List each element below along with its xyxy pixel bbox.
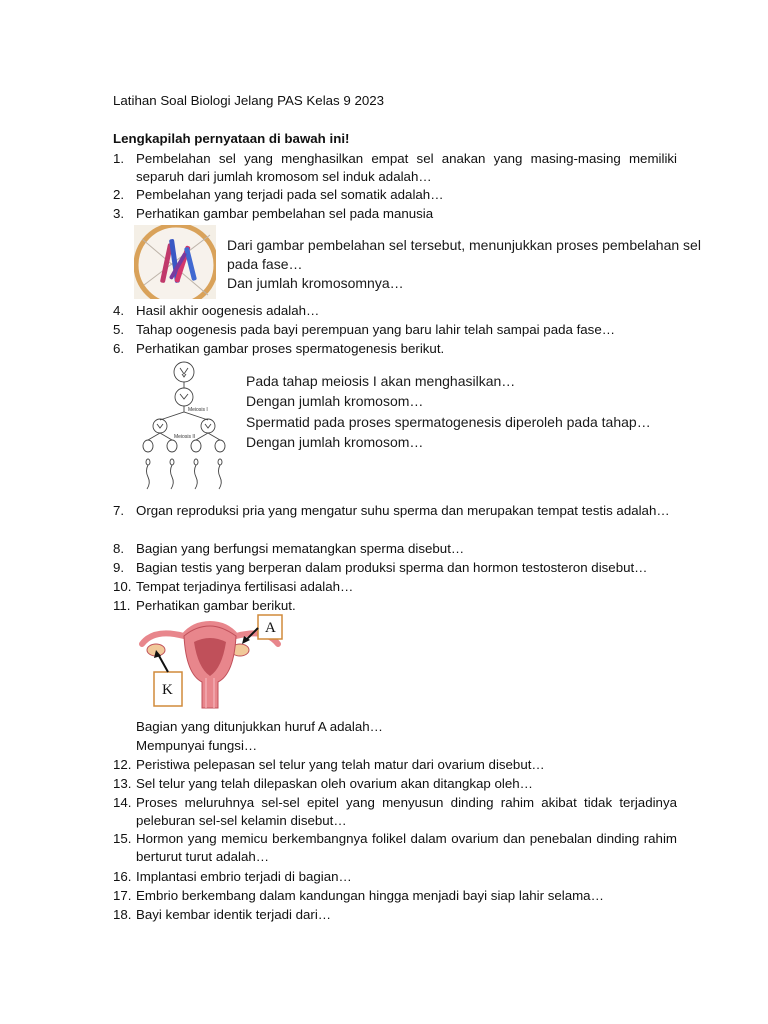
arrow-k bbox=[158, 654, 168, 672]
spermatid-cell bbox=[215, 440, 225, 452]
question-number: 4. bbox=[113, 303, 125, 318]
question-number: 17. bbox=[113, 888, 132, 903]
secondary-spermatocyte-cell bbox=[153, 419, 167, 433]
question-16 bbox=[113, 868, 677, 886]
q11-sub-2: Mempunyai fungsi… bbox=[136, 738, 258, 753]
secondary-spermatocyte-cell bbox=[201, 419, 215, 433]
label-a: A bbox=[265, 620, 276, 636]
question-12 bbox=[113, 756, 677, 774]
question-text: Bagian yang berfungsi mematangkan sperma disebut… bbox=[136, 541, 465, 556]
question-number: 13. bbox=[113, 776, 132, 791]
question-text: Sel telur yang telah dilepaskan oleh ovarium akan ditangkap oleh… bbox=[136, 776, 533, 791]
question-17 bbox=[113, 887, 677, 905]
question-text: Organ reproduksi pria yang mengatur suhu sperma dan merupakan tempat testis adalah… bbox=[136, 503, 670, 518]
question-text: Bagian testis yang berperan dalam produksi sperma dan hormon testosteron disebut… bbox=[136, 560, 648, 575]
question-8 bbox=[113, 540, 677, 558]
question-6 bbox=[113, 340, 677, 358]
primary-spermatocyte-cell bbox=[175, 388, 193, 406]
sperm-tail bbox=[219, 465, 222, 489]
q6-note-2: Dengan jumlah kromosom… bbox=[246, 393, 424, 409]
question-15 bbox=[113, 830, 677, 866]
document-title: Latihan Soal Biologi Jelang PAS Kelas 9 2023 bbox=[113, 93, 385, 108]
question-text: Proses meluruhnya sel-sel epitel yang menyusun dinding rahim akibat tidak terjadinya peleburan sel-sel kelamin disebut… bbox=[136, 795, 677, 829]
question-text: Perhatikan gambar pembelahan sel pada manusia bbox=[136, 206, 434, 221]
spermatogenesis-image bbox=[136, 360, 232, 492]
question-11 bbox=[113, 597, 677, 615]
question-number: 7. bbox=[113, 503, 125, 518]
q11-sub-1: Bagian yang ditunjukkan huruf A adalah… bbox=[136, 719, 383, 734]
spermatid-cell bbox=[191, 440, 201, 452]
question-number: 5. bbox=[113, 322, 125, 337]
meiosis-2-label: Meiosis II bbox=[174, 434, 196, 440]
q6-note-1: Pada tahap meiosis I akan menghasilkan… bbox=[246, 373, 516, 389]
question-text: Hasil akhir oogenesis adalah… bbox=[136, 303, 320, 318]
question-number: 6. bbox=[113, 341, 125, 356]
question-9 bbox=[113, 559, 677, 577]
question-text: Perhatikan gambar berikut. bbox=[136, 598, 296, 613]
question-13 bbox=[113, 775, 677, 793]
question-number: 1. bbox=[113, 151, 125, 166]
instruction-heading: Lengkapilah pernyataan di bawah ini! bbox=[113, 131, 350, 146]
question-text: Tempat terjadinya fertilisasi adalah… bbox=[136, 579, 354, 594]
question-number: 11. bbox=[113, 598, 131, 613]
question-text: Pembelahan sel yang menghasilkan empat sel anakan yang masing-masing memiliki separuh dari jumlah kromosom sel induk adalah… bbox=[136, 151, 677, 185]
question-3 bbox=[113, 205, 677, 223]
question-text: Perhatikan gambar proses spermatogenesis berikut. bbox=[136, 341, 445, 356]
question-7 bbox=[113, 502, 677, 520]
question-5 bbox=[113, 321, 677, 339]
question-text: Implantasi embrio terjadi di bagian… bbox=[136, 869, 352, 884]
question-text: Pembelahan yang terjadi pada sel somatik adalah… bbox=[136, 187, 444, 202]
question-1 bbox=[113, 150, 677, 186]
sperm-tail bbox=[171, 465, 174, 489]
question-number: 18. bbox=[113, 907, 132, 922]
question-2 bbox=[113, 186, 677, 204]
label-k: K bbox=[162, 682, 173, 698]
question-text: Tahap oogenesis pada bayi perempuan yang baru lahir telah sampai pada fase… bbox=[136, 322, 616, 337]
meiosis-1-label: Meiosis I bbox=[188, 407, 208, 413]
spermatid-cell bbox=[167, 440, 177, 452]
cell-division-image bbox=[134, 225, 216, 299]
spermatogonium-cell bbox=[174, 362, 194, 382]
question-text: Embrio berkembang dalam kandungan hingga menjadi bayi siap lahir selama… bbox=[136, 888, 604, 903]
sperm-tail bbox=[147, 465, 150, 489]
question-14 bbox=[113, 794, 677, 830]
question-4 bbox=[113, 302, 677, 320]
question-10 bbox=[113, 578, 677, 596]
question-number: 14. bbox=[113, 795, 132, 810]
question-18 bbox=[113, 906, 677, 924]
question-text: Peristiwa pelepasan sel telur yang telah matur dari ovarium disebut… bbox=[136, 757, 545, 772]
question-number: 12. bbox=[113, 757, 132, 772]
question-number: 10. bbox=[113, 579, 132, 594]
q3-note-1: Dari gambar pembelahan sel tersebut, menunjukkan proses pembelahan sel pada fase… bbox=[227, 237, 701, 272]
question-number: 8. bbox=[113, 541, 125, 556]
question-number: 9. bbox=[113, 560, 125, 575]
sperm-tail bbox=[195, 465, 198, 489]
question-text: Hormon yang memicu berkembangnya folikel dalam ovarium dan penebalan dinding rahim berturut turut adalah… bbox=[136, 831, 677, 865]
question-text: Bayi kembar identik terjadi dari… bbox=[136, 907, 332, 922]
q6-note-3: Spermatid pada proses spermatogenesis diperoleh pada tahap… bbox=[246, 414, 651, 430]
question-number: 16. bbox=[113, 869, 132, 884]
question-number: 15. bbox=[113, 831, 132, 846]
question-number: 2. bbox=[113, 187, 125, 202]
female-reproductive-image bbox=[134, 614, 288, 710]
question-number: 3. bbox=[113, 206, 125, 221]
spermatid-cell bbox=[143, 440, 153, 452]
q6-note-4: Dengan jumlah kromosom… bbox=[246, 434, 424, 450]
q3-note-2: Dan jumlah kromosomnya… bbox=[227, 275, 404, 291]
